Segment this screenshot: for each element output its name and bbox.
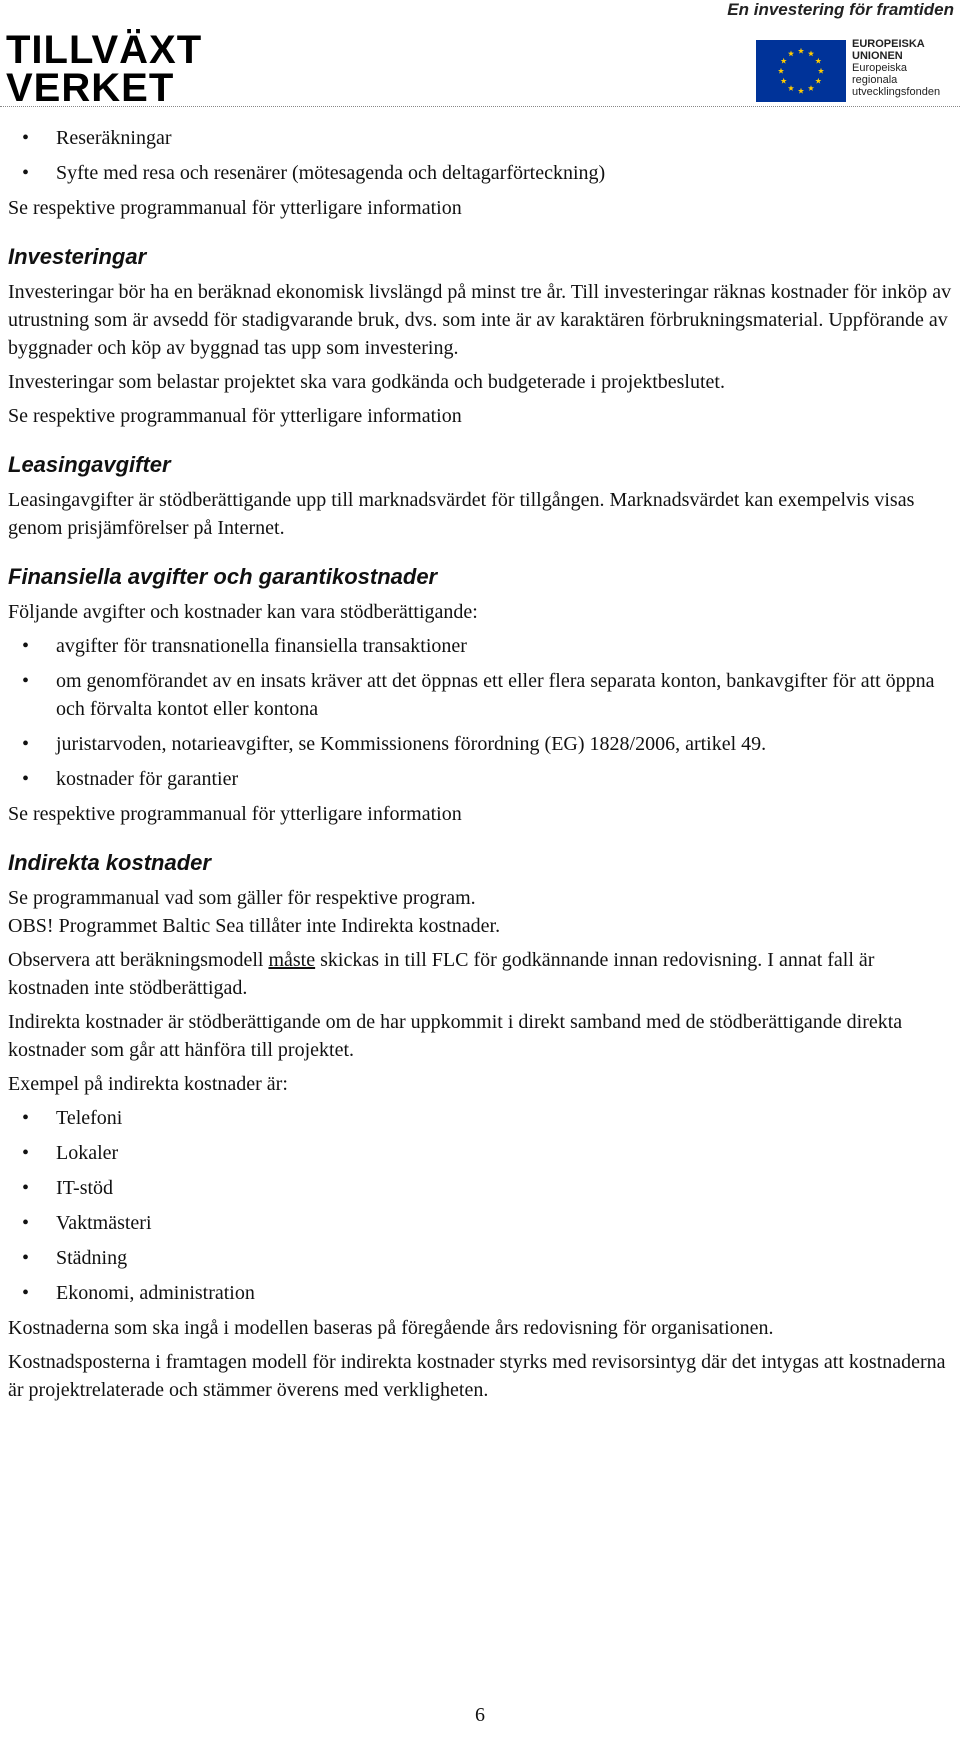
page-header bbox=[0, 0, 960, 108]
heading-investeringar: Investeringar bbox=[8, 244, 147, 269]
heading-indirekta: Indirekta kostnader bbox=[8, 850, 211, 875]
indirekta-examples-list bbox=[8, 1104, 952, 1307]
finansiella-intro: Följande avgifter och kostnader kan vara stödberättigande: bbox=[8, 601, 478, 623]
bullet-icon: • bbox=[22, 733, 30, 755]
eu-line-5: utvecklingsfonden bbox=[852, 86, 941, 98]
logo-line-1: TILLVÄXT bbox=[6, 28, 203, 72]
list-item-text: avgifter för transnationella finansiella transaktioner bbox=[56, 635, 467, 657]
bullet-icon: • bbox=[22, 1142, 30, 1164]
eu-fund-label bbox=[852, 38, 940, 98]
page-number: 6 bbox=[475, 1704, 485, 1726]
header-divider bbox=[0, 106, 960, 107]
eu-line-3: Europeiska bbox=[852, 62, 908, 74]
list-item-text: Ekonomi, administration bbox=[56, 1282, 255, 1304]
list-item-text: Lokaler bbox=[56, 1142, 119, 1164]
eu-flag-icon bbox=[756, 40, 846, 102]
investeringar-p3: Se respektive programmanual för ytterligare information bbox=[8, 405, 462, 427]
indirekta-p2-before: Observera att beräkningsmodell bbox=[8, 949, 269, 971]
list-item bbox=[8, 124, 952, 152]
top-bullet-list bbox=[8, 124, 952, 187]
header-tagline: En investering för framtiden bbox=[727, 0, 954, 19]
list-item bbox=[8, 632, 952, 660]
heading-leasingavgifter: Leasingavgifter bbox=[8, 452, 171, 477]
finansiella-list bbox=[8, 632, 952, 793]
list-item bbox=[8, 1104, 952, 1132]
top-note: Se respektive programmanual för ytterligare information bbox=[8, 197, 462, 219]
logo-line-2: VERKET bbox=[6, 66, 175, 110]
indirekta-p3: Indirekta kostnader är stödberättigande om de har uppkommit i direkt samband med de stödberättigande direkta kostnader som går att hänföra till projektet. bbox=[8, 1011, 903, 1061]
bullet-icon: • bbox=[22, 1212, 30, 1234]
list-item bbox=[8, 1209, 952, 1237]
list-item bbox=[8, 730, 952, 758]
list-item-text: Reseräkningar bbox=[56, 127, 172, 149]
list-item bbox=[8, 1174, 952, 1202]
indirekta-p4: Exempel på indirekta kostnader är: bbox=[8, 1073, 288, 1095]
bullet-icon: • bbox=[22, 1282, 30, 1304]
bullet-icon: • bbox=[22, 162, 30, 184]
indirekta-p1-line2: OBS! Programmet Baltic Sea tillåter inte Indirekta kostnader. bbox=[8, 915, 501, 937]
indirekta-p2-after: skickas in till FLC för godkännande innan redovisning. I annat fall är kostnaden inte stödberättigad. bbox=[8, 949, 875, 999]
bullet-icon: • bbox=[22, 768, 30, 790]
list-item bbox=[8, 1279, 952, 1307]
investeringar-p2: Investeringar som belastar projektet ska vara godkända och budgeterade i projektbeslutet. bbox=[8, 371, 725, 393]
indirekta-p2-underlined: måste bbox=[268, 949, 316, 971]
heading-finansiella: Finansiella avgifter och garantikostnader bbox=[8, 564, 438, 589]
bullet-icon: • bbox=[22, 635, 30, 657]
tillvaxtverket-logo bbox=[6, 28, 203, 110]
bullet-icon: • bbox=[22, 1177, 30, 1199]
bullet-icon: • bbox=[22, 1107, 30, 1129]
indirekta-p2 bbox=[8, 946, 952, 1002]
list-item bbox=[8, 1244, 952, 1272]
list-item bbox=[8, 159, 952, 187]
list-item-text: kostnader för garantier bbox=[56, 768, 239, 790]
list-item bbox=[8, 667, 952, 723]
list-item-text: Telefoni bbox=[56, 1107, 123, 1129]
eu-line-2: UNIONEN bbox=[852, 50, 903, 62]
list-item bbox=[8, 765, 952, 793]
list-item bbox=[8, 1139, 952, 1167]
list-item-text: Syfte med resa och resenärer (mötesagenda och deltagarförteckning) bbox=[56, 162, 606, 184]
bullet-icon: • bbox=[22, 670, 30, 692]
list-item-text: om genomförandet av en insats kräver att det öppnas ett eller flera separata konton, bankavgifter för att öppna och förvalta kontot eller kontona bbox=[56, 670, 935, 720]
list-item-text: IT-stöd bbox=[56, 1177, 114, 1199]
indirekta-p1-line1: Se programmanual vad som gäller för respektive program. bbox=[8, 887, 476, 909]
list-item-text: Städning bbox=[56, 1247, 128, 1269]
investeringar-p1: Investeringar bör ha en beräknad ekonomisk livslängd på minst tre år. Till investeringar räknas kostnader för inköp av utrustning som är avsedd för stadigvarande bruk, dvs. som inte är av karaktären förbrukningsmaterial. Uppförande av byggnader och köp av byggnad tas upp som investering. bbox=[8, 281, 952, 359]
finansiella-note: Se respektive programmanual för ytterligare information bbox=[8, 803, 462, 825]
document-body bbox=[8, 124, 952, 1410]
leasing-p1: Leasingavgifter är stödberättigande upp till marknadsvärdet för tillgången. Marknadsvärdet kan exempelvis visas genom prisjämförelser på Internet. bbox=[8, 489, 915, 539]
eu-line-4: regionala bbox=[852, 74, 898, 86]
indirekta-p1 bbox=[8, 884, 952, 940]
indirekta-p6: Kostnadsposterna i framtagen modell för indirekta kostnader styrks med revisorsintyg där det intygas att kostnaderna är projektrelaterade och stämmer överens med verkligheten. bbox=[8, 1351, 946, 1401]
bullet-icon: • bbox=[22, 127, 30, 149]
bullet-icon: • bbox=[22, 1247, 30, 1269]
eu-line-1: EUROPEISKA bbox=[852, 38, 925, 50]
list-item-text: Vaktmästeri bbox=[56, 1212, 152, 1234]
indirekta-p5: Kostnaderna som ska ingå i modellen baseras på föregående års redovisning för organisationen. bbox=[8, 1317, 774, 1339]
list-item-text: juristarvoden, notarieavgifter, se Kommissionens förordning (EG) 1828/2006, artikel 49. bbox=[56, 733, 767, 755]
